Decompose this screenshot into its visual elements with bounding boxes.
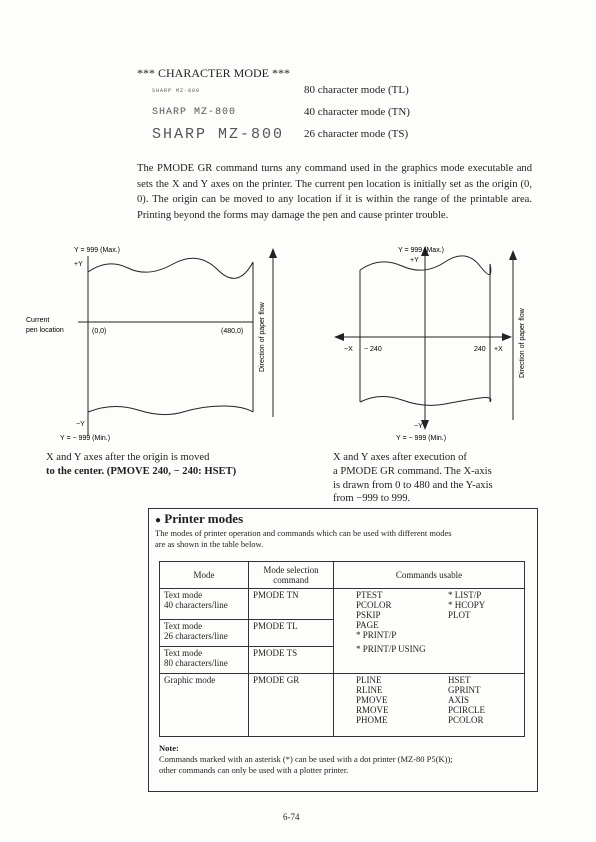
sample-small: SHARP MZ-800 [152,88,201,94]
command: AXIS [448,695,470,705]
command: * LIST/P [448,590,482,600]
sample-medium: SHARP MZ-800 [152,107,237,118]
graphic-commands-cell [334,674,525,737]
mode-cell [160,620,249,647]
plus-y-label: +Y [410,257,419,264]
y-max-label: Y = 999 (Max.) [398,247,444,254]
page-number: 6-74 [283,812,300,822]
character-mode-40 [152,106,582,126]
command: * HCOPY [448,600,486,610]
printer-modes-box [148,508,538,792]
paper-flow-label: Direction of paper flow [519,308,526,378]
y-min-label: Y = − 999 (Min.) [60,435,111,442]
minus-y-label: −Y [76,421,85,428]
header-commands: Commands usable [334,562,525,589]
note-label: Note: [159,743,179,753]
plus-y-label: +Y [74,261,83,268]
plus-x-label: +X [494,346,503,353]
mode-text: Text mode [164,648,203,658]
command: PMOVE [356,695,388,705]
caption-line: from −999 to 999. [333,493,411,505]
origin-moved-diagram [26,242,298,454]
current-label: Current [26,317,50,324]
text-commands-cell [334,589,525,674]
section-title: *** CHARACTER MODE *** [137,66,291,80]
mode-cell [160,589,249,620]
mode-text: Text mode [164,590,203,600]
right-caption [333,451,548,506]
command-line [356,590,520,600]
command: * PRINT/P [356,630,397,640]
sample-large: SHARP MZ-800 [152,126,285,143]
command: RMOVE [356,705,389,715]
plus-x-arrowhead [502,333,512,341]
command: PLOT [448,610,471,620]
mode-text: Text mode [164,621,203,631]
note [159,743,531,776]
command-line [356,675,520,685]
mode-cell [160,647,249,674]
command: PAGE [356,620,379,630]
pmode-gr-diagram [330,242,530,454]
intro-paragraph: The PMODE GR command turns any command used in the graphics mode executable and sets the X and Y axes on the printer. The current pen location is initially set as the origin (0, 0). The origin can be moved to any location if it is within the range of the printable area. Printing beyond the forms may damage the pen and cause printer trouble. [137,163,532,221]
mode-label: 80 character mode (TL) [304,84,409,96]
character-mode-26 [152,128,582,148]
paper-flow-arrowhead [269,248,277,258]
selection-cell: PMODE TL [249,620,334,647]
paper-flow-arrowhead [509,250,517,260]
command-line [356,685,520,695]
bullet-icon: ● [155,515,162,526]
caption-line: to the center. (PMOVE 240, − 240: HSET) [46,465,237,477]
command: PSKIP [356,610,381,620]
command-line [356,630,520,640]
command: PCIRCLE [448,705,486,715]
end-point-label: (480,0) [221,328,244,335]
paper-flow-label: Direction of paper flow [259,302,266,372]
printer-modes-title: Printer modes [164,511,244,526]
header-selection: Mode selection command [249,562,334,589]
command-line [356,600,520,610]
selection-cell: PMODE TN [249,589,334,620]
paper-bottom-wave [88,406,253,415]
selection-cell: PMODE GR [249,674,334,737]
note-line: other commands can only be used with a plotter printer. [159,765,349,775]
intro-line: The modes of printer operation and commands which can be used with different modes [155,528,452,538]
right-tick-label: 240 [474,346,486,353]
printer-modes-intro [155,528,531,550]
selection-cell: PMODE TS [249,647,334,674]
mode-text: 26 characters/line [164,631,228,641]
command: PHOME [356,715,388,725]
mode-text: 80 characters/line [164,658,228,668]
command-line [356,715,520,725]
note-line: Commands marked with an asterisk (*) can be used with a dot printer (MZ-80 P5(K)); [159,754,453,764]
command: PTEST [356,590,383,600]
table-row [160,589,525,620]
command-line [356,695,520,705]
caption-line: a PMODE GR command. The X-axis [333,465,492,477]
caption-line: X and Y axes after the origin is moved [46,452,210,463]
command-line [356,644,520,654]
command-line [356,610,520,620]
paper-top-wave [88,258,253,278]
table-header-row [160,562,525,589]
command: PLINE [356,675,382,685]
header-mode: Mode [160,562,249,589]
printer-modes-heading [155,511,243,527]
command-line [356,705,520,715]
intro-line: are as shown in the table below. [155,539,264,549]
table-row [160,674,525,737]
y-min-label: Y = − 999 (Min.) [396,435,447,442]
minus-x-label: −X [344,346,353,353]
character-mode-list [152,84,592,154]
minus-x-arrowhead [334,333,344,341]
left-caption [46,451,296,479]
mode-label: 40 character mode (TN) [304,106,410,118]
left-tick-label: − 240 [364,346,382,353]
y-max-label: Y = 999 (Max.) [74,247,120,254]
caption-line: X and Y axes after execution of [333,452,467,463]
command-line [356,620,520,630]
command: PCOLOR [356,600,392,610]
command: HSET [448,675,471,685]
caption-line: is drawn from 0 to 480 and the Y-axis [333,479,493,491]
command: GPRINT [448,685,481,695]
origin-label: (0,0) [92,328,107,335]
command: RLINE [356,685,383,695]
printer-modes-table [159,561,525,737]
command: PCOLOR [448,715,484,725]
mode-label: 26 character mode (TS) [304,128,409,140]
mode-cell [160,674,249,737]
minus-y-label: −Y [414,423,423,430]
character-mode-80 [152,84,582,104]
mode-text: 40 characters/line [164,600,228,610]
mode-text: Graphic mode [164,675,216,685]
command: * PRINT/P USING [356,644,426,654]
pen-location-label: pen location [26,327,64,334]
